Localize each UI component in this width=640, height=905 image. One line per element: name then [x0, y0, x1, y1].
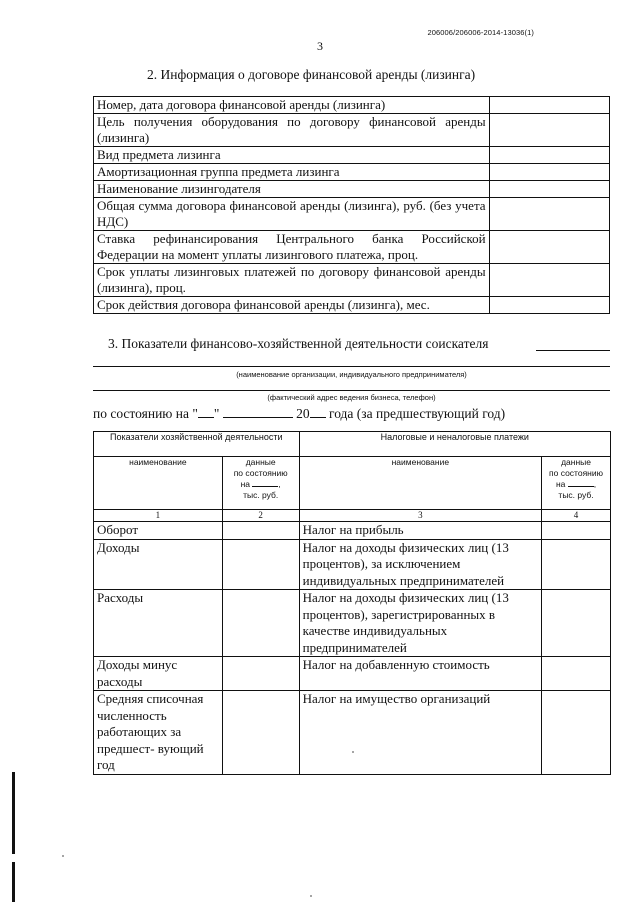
indicator-value-field[interactable]	[222, 691, 299, 775]
indicator-name: Средняя списочная численность работающих за предшест- вующий год	[94, 691, 223, 775]
header-date-blank[interactable]	[252, 486, 278, 487]
header-on-word: на	[555, 479, 566, 489]
lessor-name-field[interactable]	[489, 181, 609, 198]
table-row	[94, 297, 610, 314]
organization-name-line[interactable]	[93, 356, 610, 367]
indicator-value-field[interactable]	[222, 522, 299, 540]
payment-name: Налог на добавленную стоимость	[299, 657, 541, 691]
header-as-of-word: по состоянию	[233, 468, 288, 478]
scan-speck	[310, 895, 312, 897]
indicator-value-field[interactable]	[222, 539, 299, 590]
table-row	[94, 198, 610, 231]
indicator-name: Доходы минус расходы	[94, 657, 223, 691]
indicator-value-field[interactable]	[222, 657, 299, 691]
as-of-suffix: года (за предшествующий год)	[325, 406, 506, 421]
header-data-word: данные	[561, 457, 591, 467]
depreciation-group-label: Амортизационная группа предмета лизинга	[94, 164, 490, 181]
payments-group-header: Налоговые и неналоговые платежи	[299, 432, 610, 457]
payment-name-header: наименование	[299, 457, 541, 510]
table-row	[94, 181, 610, 198]
table-header-row	[94, 432, 611, 457]
applicant-blank-line[interactable]	[536, 336, 610, 351]
organization-name-caption: (наименование организации, индивидуального предпринимателя)	[236, 370, 467, 379]
section-2-title: 2. Информация о договоре финансовой аренды (лизинга)	[147, 67, 476, 82]
table-row	[94, 164, 610, 181]
table-row	[94, 539, 611, 590]
as-of-year-prefix: 20	[292, 406, 310, 421]
indicator-data-header: данные по состоянию на , тыс. руб.	[222, 457, 299, 510]
indicator-value-field[interactable]	[222, 590, 299, 657]
document-id: 206006/206006-2014-13036(1)	[427, 28, 534, 37]
indicator-name: Расходы	[94, 590, 223, 657]
equipment-purpose-field[interactable]	[489, 114, 609, 147]
payment-value-field[interactable]	[542, 657, 611, 691]
lease-duration-field[interactable]	[489, 297, 609, 314]
scan-margin-mark	[12, 862, 15, 902]
column-number: 3	[299, 510, 541, 522]
day-blank[interactable]	[198, 405, 214, 418]
column-number: 1	[94, 510, 223, 522]
lease-subject-type-field[interactable]	[489, 147, 609, 164]
section-3-title: 3. Показатели финансово-хозяйственной деятельности соискателя	[108, 336, 489, 351]
as-of-prefix: по состоянию на "	[93, 406, 198, 421]
header-on-word: на	[240, 479, 251, 489]
lease-duration-label: Срок действия договора финансовой аренды (лизинга), мес.	[94, 297, 490, 314]
indicator-name-header: наименование	[94, 457, 223, 510]
header-date-blank[interactable]	[568, 486, 594, 487]
business-address-caption: (фактический адрес ведения бизнеса, телефон)	[267, 393, 436, 402]
payment-name: Налог на имущество организаций	[299, 691, 541, 775]
header-data-word: данные	[245, 457, 276, 467]
payment-value-field[interactable]	[542, 522, 611, 540]
payment-term-field[interactable]	[489, 264, 609, 297]
lease-number-date-field[interactable]	[489, 97, 609, 114]
table-row	[94, 657, 611, 691]
table-row	[94, 691, 611, 775]
month-blank[interactable]	[223, 405, 293, 418]
refinancing-rate-label: Ставка рефинансирования Центрального банка Российской Федерации на момент уплаты лизингового платежа, проц.	[94, 231, 490, 264]
indicator-name: Оборот	[94, 522, 223, 540]
as-of-mid: "	[213, 406, 223, 421]
payment-value-field[interactable]	[542, 539, 611, 590]
table-subheader-row	[94, 457, 611, 510]
table-row	[94, 114, 610, 147]
total-amount-label: Общая сумма договора финансовой аренды (лизинга), руб. (без учета НДС)	[94, 198, 490, 231]
table-row	[94, 590, 611, 657]
refinancing-rate-field[interactable]	[489, 231, 609, 264]
payment-name: Налог на доходы физических лиц (13 процентов), за исключением индивидуальных предпринимателей	[299, 539, 541, 590]
table-row	[94, 97, 610, 114]
payment-term-label: Срок уплаты лизинговых платежей по договору финансовой аренды (лизинга), проц.	[94, 264, 490, 297]
financial-indicators-table	[93, 431, 611, 775]
scan-speck	[352, 751, 354, 753]
scan-margin-mark	[12, 772, 15, 854]
as-of-date-line	[93, 405, 505, 422]
payment-name: Налог на прибыль	[299, 522, 541, 540]
total-amount-field[interactable]	[489, 198, 609, 231]
indicators-group-header: Показатели хозяйственной деятельности	[94, 432, 300, 457]
table-row	[94, 522, 611, 540]
column-number: 4	[542, 510, 611, 522]
column-number: 2	[222, 510, 299, 522]
year-blank[interactable]	[310, 405, 326, 418]
lease-subject-type-label: Вид предмета лизинга	[94, 147, 490, 164]
indicator-name: Доходы	[94, 539, 223, 590]
table-row	[94, 231, 610, 264]
header-unit: тыс. руб.	[243, 490, 279, 500]
payment-data-header: данные по состоянию на , тыс. руб.	[542, 457, 611, 510]
depreciation-group-field[interactable]	[489, 164, 609, 181]
column-number-row	[94, 510, 611, 522]
table-row	[94, 264, 610, 297]
equipment-purpose-label: Цель получения оборудования по договору финансовой аренды (лизинга)	[94, 114, 490, 147]
header-unit: тыс. руб.	[558, 490, 594, 500]
payment-value-field[interactable]	[542, 691, 611, 775]
scan-speck	[62, 855, 64, 857]
lease-info-table	[93, 96, 610, 314]
table-row	[94, 147, 610, 164]
payment-name: Налог на доходы физических лиц (13 процентов), зарегистрированных в качестве индивидуальных предпринимателей	[299, 590, 541, 657]
business-address-line[interactable]	[93, 380, 610, 391]
header-as-of-word: по состоянию	[549, 468, 603, 478]
lessor-name-label: Наименование лизингодателя	[94, 181, 490, 198]
lease-number-date-label: Номер, дата договора финансовой аренды (лизинга)	[94, 97, 490, 114]
page-number: 3	[317, 39, 323, 53]
payment-value-field[interactable]	[542, 590, 611, 657]
